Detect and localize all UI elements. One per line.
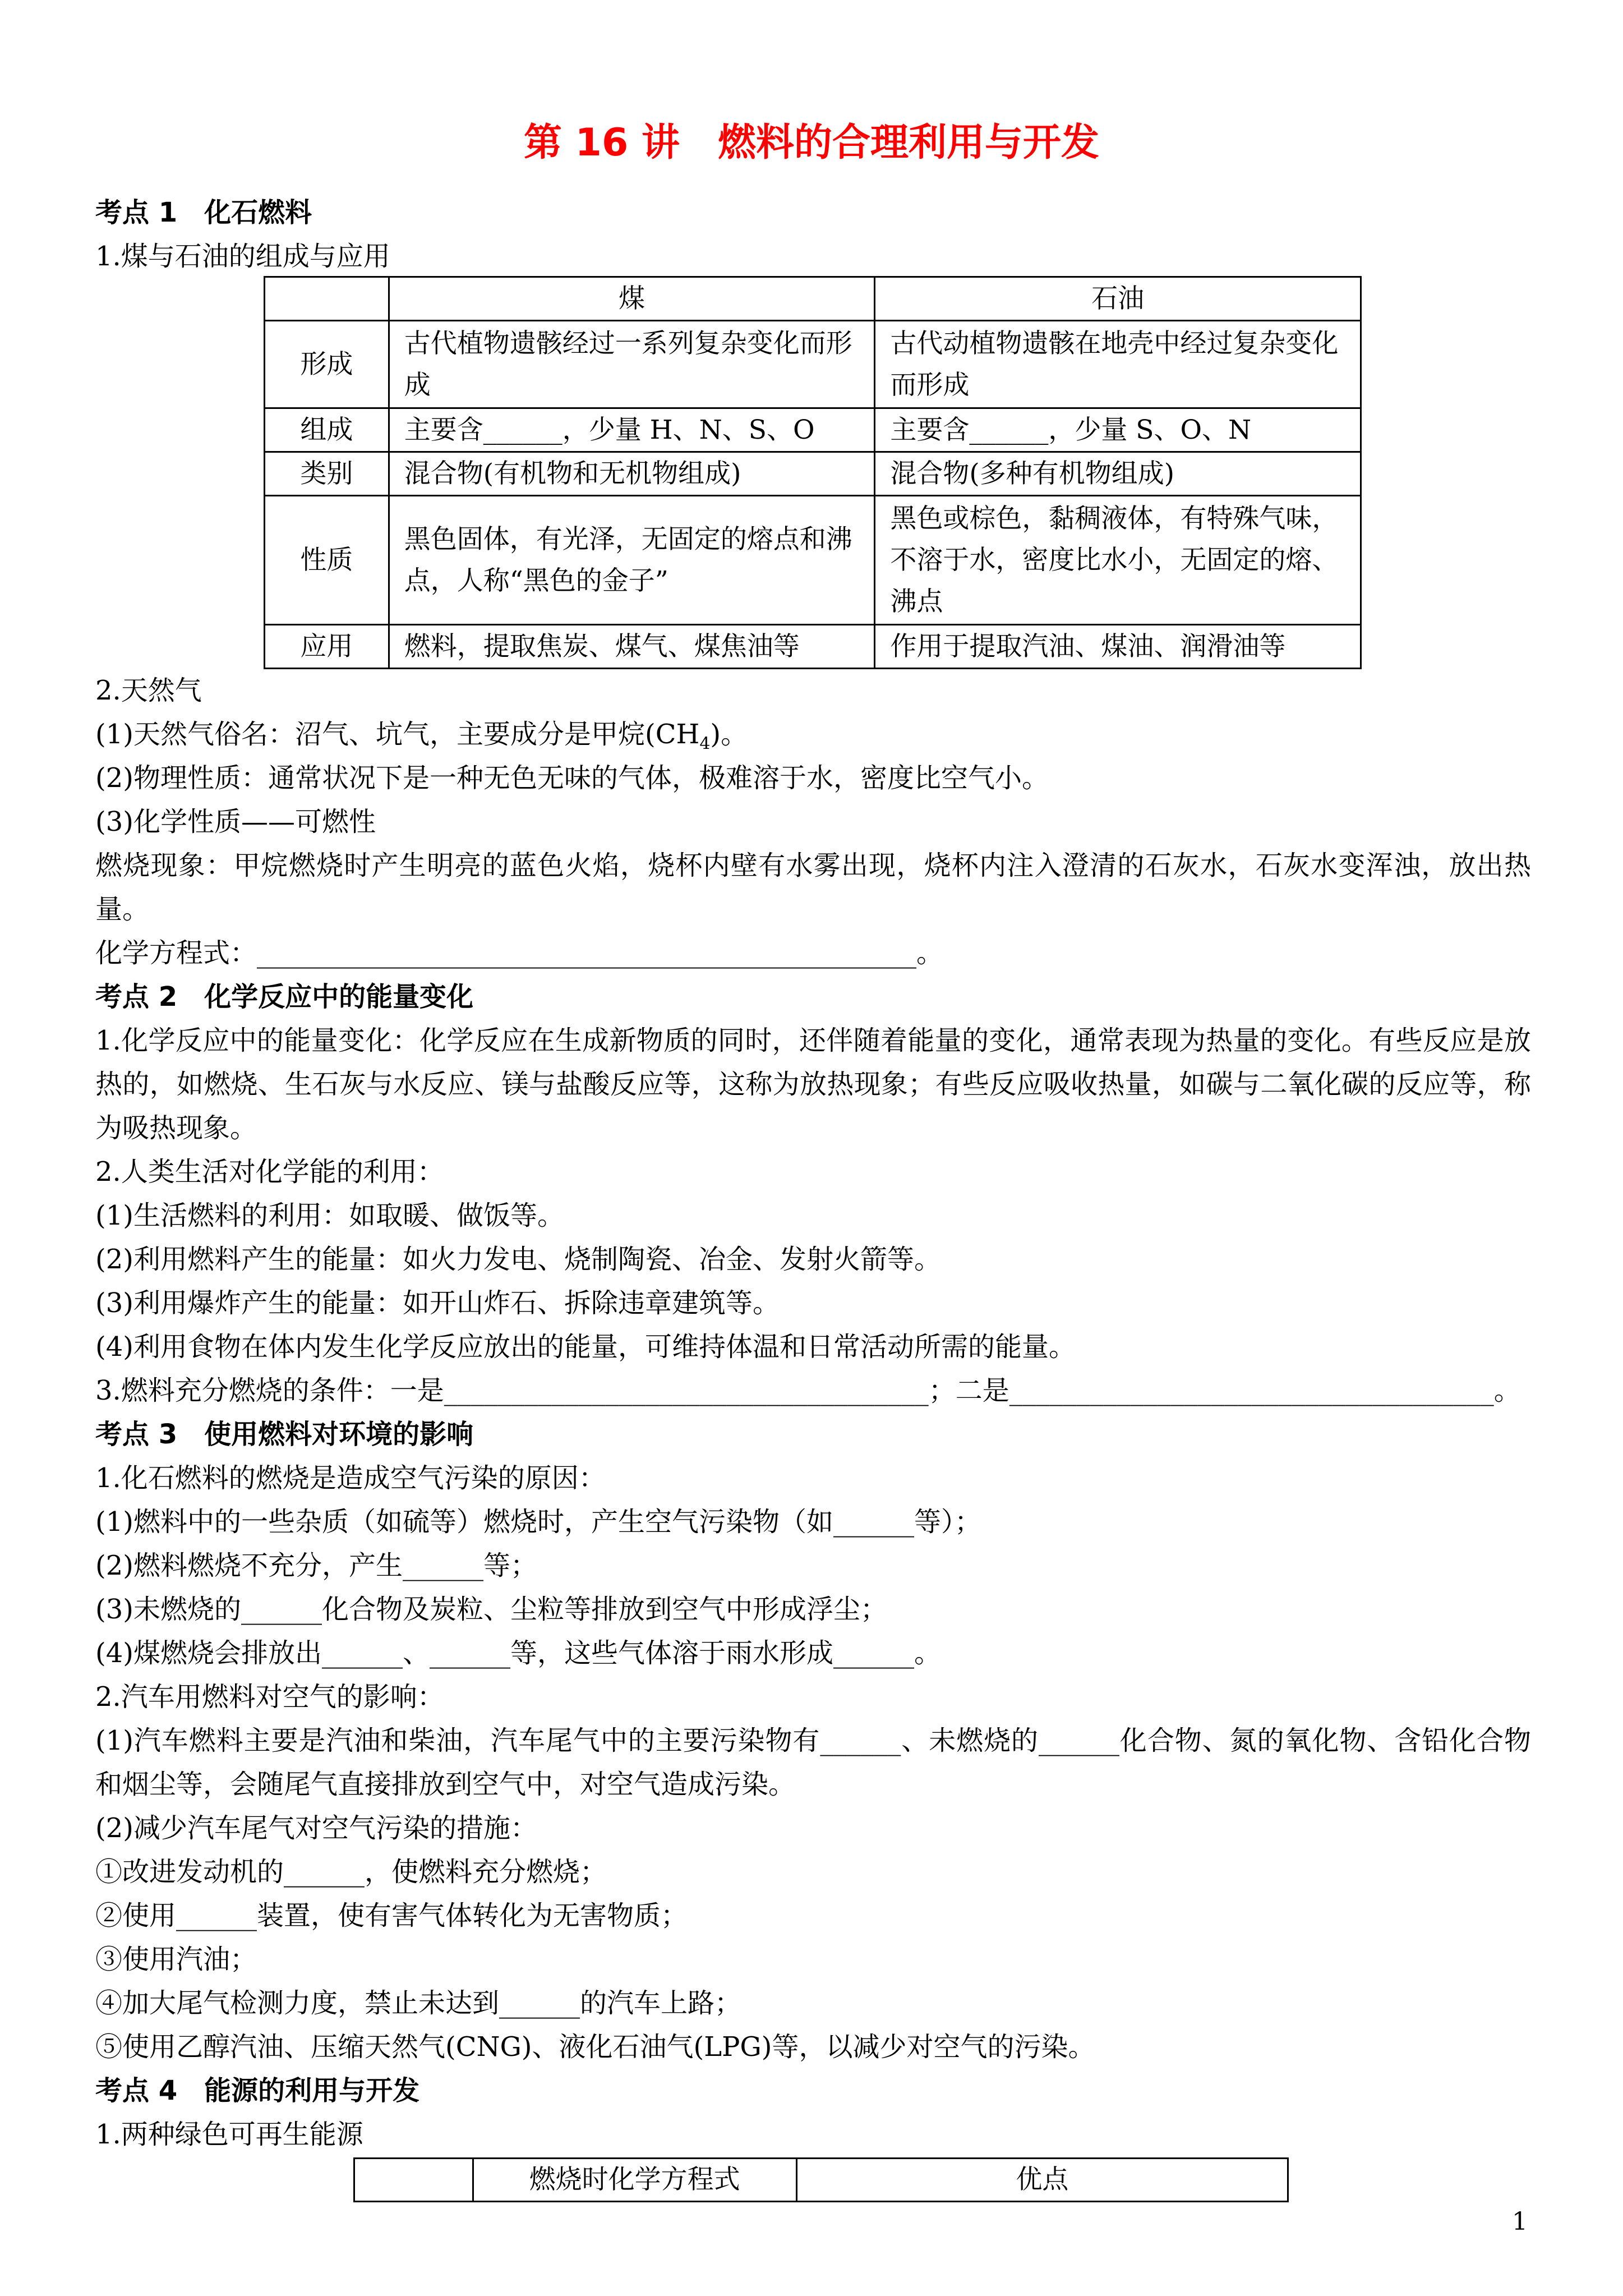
- row-label: 形成: [265, 321, 389, 408]
- paragraph: 1.两种绿色可再生能源: [95, 2119, 363, 2150]
- paragraph: (1)天然气俗名：沼气、坑气，主要成分是甲烷$(CH_4)$。: [95, 719, 748, 754]
- row-label: 组成: [265, 408, 389, 452]
- table-header-advantages: 优点: [796, 2159, 1288, 2202]
- paragraph: (2)利用燃料产生的能量：如火力发电、烧制陶瓷、冶金、发射火箭等。: [95, 1244, 941, 1275]
- list-item: ①改进发动机的______，使燃料充分燃烧；: [95, 1856, 607, 1888]
- list-item: ④加大尾气检测力度，禁止未达到______的汽车上路；: [95, 1987, 742, 2019]
- table-header-empty: [354, 2159, 473, 2202]
- paragraph: (2)减少汽车尾气对空气污染的措施：: [95, 1812, 537, 1844]
- table-header-oil: 石油: [875, 277, 1361, 321]
- table-header-coal: 煤: [389, 277, 875, 321]
- paragraph: 2.人类生活对化学能的利用：: [95, 1156, 444, 1188]
- row-label: 应用: [265, 625, 389, 669]
- table-cell: 混合物(多种有机物组成): [875, 452, 1361, 496]
- paragraph: (2)物理性质：通常状况下是一种无色无味的气体，极难溶于水，密度比空气小。: [95, 762, 1049, 794]
- list-item: ⑤使用乙醇汽油、压缩天然气(CNG)、液化石油气(LPG)等，以减少对空气的污染。: [95, 2031, 1095, 2063]
- table-cell: 古代植物遗骸经过一系列复杂变化而形成: [389, 321, 875, 408]
- row-label: 性质: [265, 496, 389, 625]
- fill-in-line: 化学方程式：_________________________________________________。: [95, 937, 944, 969]
- paragraph: (3)化学性质——可燃性: [95, 806, 376, 838]
- page-number: 1: [1512, 2207, 1528, 2236]
- table-header-empty: [265, 277, 389, 321]
- table-cell: 作用于提取汽油、煤油、润滑油等: [875, 625, 1361, 669]
- subheading-natural-gas: 2.天然气: [95, 675, 202, 706]
- subheading-coal-oil: 1.煤与石油的组成与应用: [95, 241, 390, 272]
- paragraph: (4)煤燃烧会排放出______、______等，这些气体溶于雨水形成______。: [95, 1637, 941, 1669]
- section-heading-1: 考点 1 化石燃料: [95, 197, 312, 228]
- paragraph: (3)未燃烧的______化合物及炭粒、尘粒等排放到空气中形成浮尘；: [95, 1594, 887, 1625]
- list-item: ③使用汽油；: [95, 1944, 257, 1975]
- table-cell: 黑色固体，有光泽，无固定的熔点和沸点，人称“黑色的金子”: [389, 496, 875, 625]
- table-cell: 主要含______，少量 H、N、S、O: [389, 408, 875, 452]
- paragraph: (4)利用食物在体内发生化学反应放出的能量，可维持体温和日常活动所需的能量。: [95, 1331, 1076, 1363]
- table-cell: 混合物(有机物和无机物组成): [389, 452, 875, 496]
- page-title: 第 16 讲 燃料的合理利用与开发: [524, 121, 1099, 165]
- table-cell: 燃料，提取焦炭、煤气、煤焦油等: [389, 625, 875, 669]
- renewable-energy-table: [353, 2157, 1289, 2202]
- table-cell: 古代动植物遗骸在地壳中经过复杂变化而形成: [875, 321, 1361, 408]
- table-header-equation: 燃烧时化学方程式: [473, 2159, 796, 2202]
- paragraph: (3)利用爆炸产生的能量：如开山炸石、拆除违章建筑等。: [95, 1287, 780, 1319]
- paragraph: 1.化石燃料的燃烧是造成空气污染的原因：: [95, 1462, 606, 1494]
- paragraph: 1.化学反应中的能量变化：化学反应在生成新物质的同时，还伴随着能量的变化，通常表现为热量的变化。有些反应是放热的，如燃烧、生石灰与水反应、镁与盐酸反应等，这称为放热现象；有些反应吸收热量，如碳与二氧化碳的反应等，称为吸热现象。: [95, 1025, 1531, 1144]
- list-item: ②使用______装置，使有害气体转化为无害物质；: [95, 1900, 688, 1931]
- coal-oil-table: [264, 276, 1362, 669]
- row-label: 类别: [265, 452, 389, 496]
- table-cell: 黑色或棕色，黏稠液体，有特殊气味，不溶于水，密度比水小，无固定的熔、沸点: [875, 496, 1361, 625]
- paragraph: (1)汽车燃料主要是汽油和柴油，汽车尾气中的主要污染物有______、未燃烧的______化合物、氮的氧化物、含铅化合物和烟尘等，会随尾气直接排放到空气中，对空气造成污染。: [95, 1725, 1531, 1800]
- section-heading-4: 考点 4 能源的利用与开发: [95, 2075, 420, 2106]
- section-heading-2: 考点 2 化学反应中的能量变化: [95, 981, 474, 1013]
- fill-in-line: 3.燃料充分燃烧的条件：一是____________________________________；二是____________________________________。: [95, 1375, 1521, 1406]
- subscript: 4: [699, 734, 711, 754]
- section-heading-3: 考点 3 使用燃料对环境的影响: [95, 1419, 474, 1450]
- paragraph: 2.汽车用燃料对空气的影响：: [95, 1681, 444, 1713]
- paragraph: (1)生活燃料的利用：如取暖、做饭等。: [95, 1200, 564, 1231]
- paragraph: 燃烧现象：甲烷燃烧时产生明亮的蓝色火焰，烧杯内壁有水雾出现，烧杯内注入澄清的石灰水，石灰水变浑浊，放出热量。: [95, 850, 1531, 925]
- table-cell: 主要含______，少量 S、O、N: [875, 408, 1361, 452]
- paragraph: (1)燃料中的一些杂质（如硫等）燃烧时，产生空气污染物（如______等）；: [95, 1506, 981, 1538]
- paragraph: (2)燃料燃烧不充分，产生______等；: [95, 1550, 537, 1581]
